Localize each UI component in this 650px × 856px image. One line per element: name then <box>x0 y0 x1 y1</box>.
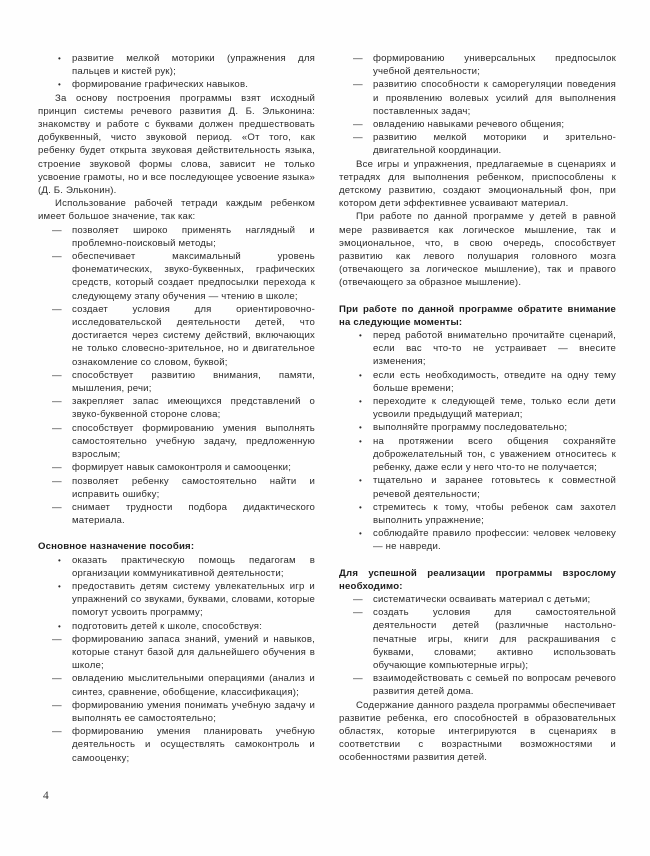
list-item <box>339 78 616 118</box>
list-item <box>339 421 616 434</box>
school-readiness-list <box>38 633 315 765</box>
list-item <box>38 725 315 765</box>
list-item-text: закрепляет запас имеющихся представлений о звуко-буквенной стороне слова; <box>72 396 315 421</box>
school-readiness-list-continued <box>339 52 616 158</box>
list-item <box>38 250 315 303</box>
list-item-text: создать условия для самостоятельной деятельности детей (различные настольно-печатные игры, книги для раскрашивания с буквами, словами; активно использовать обучающие компьютерные игры); <box>373 607 616 671</box>
workbook-benefits-list <box>38 224 315 528</box>
heading-main-purpose: Основное назначение пособия: <box>38 541 195 553</box>
list-item-text: если есть необходимость, отведите на одну тему больше времени; <box>373 369 616 394</box>
bullet-icon: • <box>359 397 362 407</box>
bullet-icon: • <box>58 555 61 565</box>
dash-icon: — <box>52 699 62 711</box>
list-item-text: выполняйте программу последовательно; <box>373 422 568 434</box>
right-column <box>339 52 616 765</box>
bullet-icon: • <box>359 436 362 446</box>
dash-icon: — <box>52 396 62 408</box>
list-item-text: взаимодействовать с семьей по вопросам речевого развития детей дома. <box>373 673 616 698</box>
list-item <box>38 303 315 369</box>
list-item-text: тщательно и заранее готовьтесь к совместной речевой деятельности; <box>373 475 616 500</box>
list-item <box>339 593 616 606</box>
left-column <box>38 52 315 765</box>
paragraph-elkonin-principle: За основу построения программы взят исходный принцип системы речевого развития Д. Б. Эльконина: знакомству и работе с буквами должен предшествовать добуквенный, чисто звуковой период. «От того, как ребенку будет открыта звуковая действительность языка, строение звуковой формы слова, зависит не только усвоение грамоты, но и все последующее усвоение языка» (Д. Б. Эльконин). <box>38 92 315 197</box>
list-item <box>38 672 315 698</box>
dash-icon: — <box>353 607 363 619</box>
list-item-text: овладению навыками речевого общения; <box>373 119 565 131</box>
dash-icon: — <box>52 475 62 487</box>
list-item-text: развитию мелкой моторики и зрительно-двигательной координации. <box>373 132 616 157</box>
list-item <box>339 131 616 157</box>
list-item-text: обеспечивает максимальный уровень фонематических, звуко-буквенных, графических средств, который создает предпосылки перехода к следующему этапу обучения — чтению в школе; <box>72 251 315 302</box>
list-item-text: позволяет широко применять наглядный и проблемно-поисковый методы; <box>72 224 315 249</box>
list-item-text: формированию умения планировать учебную деятельность и осуществлять самоконтроль и самооценку; <box>72 726 315 764</box>
list-item-text: развитию способности к саморегуляции поведения и проявлению волевых усилий для выполнения поставленных задач; <box>373 79 616 117</box>
attention-bullet-list <box>339 329 616 553</box>
list-item <box>339 474 616 500</box>
dash-icon: — <box>353 119 363 131</box>
bullet-icon: • <box>58 54 61 63</box>
dash-icon: — <box>52 224 62 236</box>
list-item <box>38 52 315 78</box>
list-item-text: на протяжении всего общения сохраняйте доброжелательный тон, с уважением относитесь к ребенку, даже если у него что-то не получается; <box>373 435 616 474</box>
list-item-text: формирование графических навыков. <box>72 79 249 91</box>
list-item-text: развитие мелкой моторики (упражнения для пальцев и кистей рук); <box>72 53 315 78</box>
list-item-text: предоставить детям систему увлекательных игр и упражнений со звуками, буквами, словами, которые помогут усвоить программу; <box>72 580 315 619</box>
intro-bullet-list <box>38 52 315 92</box>
list-item <box>38 369 315 395</box>
dash-icon: — <box>353 673 363 685</box>
list-item <box>38 580 315 620</box>
list-item-text: овладению мыслительными операциями (анализ и синтез, сравнение, обобщение, классификация); <box>72 673 315 698</box>
vertical-spacer <box>339 290 616 303</box>
dash-icon: — <box>353 53 363 64</box>
list-item <box>339 672 616 698</box>
paragraph-games-adapted: Все игры и упражнения, предлагаемые в сценариях и тетрадях для выполнения ребенком, приспособлены к детскому развитию, создают эмоциональный фон, при котором дети эффективнее усваивают материал. <box>339 158 616 210</box>
list-item <box>38 224 315 250</box>
paragraph-brain-hemispheres: При работе по данной программе у детей в равной мере развивается как логическое мышление, так и эмоциональное, что, в свою очередь, способствует развитию как левого полушария головного мозга (отвечающего за логическое мышление), так и правого (отвечающего за образное мышление). <box>339 211 616 289</box>
list-item <box>38 699 315 725</box>
list-item-text: способствует формированию умения выполнять самостоятельно учебную задачу, предложенную взрослым; <box>72 422 315 461</box>
list-item-text: способствует развитию внимания, памяти, мышления, речи; <box>72 369 315 395</box>
dash-icon: — <box>52 726 62 738</box>
dash-icon: — <box>52 303 62 315</box>
bullet-icon: • <box>58 621 61 631</box>
list-item-text: формированию запаса знаний, умений и навыков, которые станут базой для дальнейшего обучения в школе; <box>72 633 315 672</box>
list-item <box>339 501 616 527</box>
adult-requirements-list <box>339 593 616 699</box>
purpose-bullet-list <box>38 554 315 633</box>
list-item <box>38 475 315 501</box>
list-item <box>38 554 315 580</box>
paragraph-workbook-intro: Использование рабочей тетради каждым ребенком имеет большое значение, так как: <box>38 198 315 223</box>
dash-icon: — <box>52 369 62 381</box>
list-item-text: оказать практическую помощь педагогам в организации коммуникативной деятельности; <box>72 554 315 579</box>
dash-icon: — <box>52 422 62 434</box>
dash-icon: — <box>52 462 62 474</box>
list-item <box>339 369 616 395</box>
dash-icon: — <box>52 501 62 513</box>
two-column-body <box>38 52 616 765</box>
list-item-text: формированию умения понимать учебную задачу и выполнять ее самостоятельно; <box>72 699 315 724</box>
list-item-text: стремитесь к тому, чтобы ребенок сам захотел выполнить упражнение; <box>373 501 616 526</box>
list-item <box>38 78 315 91</box>
bullet-icon: • <box>58 581 61 591</box>
list-item-text: перед работой внимательно прочитайте сценарий, если вас что-то не устраивает — внесите изменения; <box>373 330 616 368</box>
vertical-spacer <box>38 527 315 540</box>
heading-adult-requirements: Для успешной реализации программы взрослому необходимо: <box>339 567 616 592</box>
dash-icon: — <box>52 673 62 685</box>
list-item <box>339 606 616 672</box>
list-item <box>339 527 616 553</box>
dash-icon: — <box>353 79 363 91</box>
list-item <box>38 395 315 421</box>
list-item <box>339 435 616 475</box>
list-item-text: создает условия для ориентировочно-исследовательской деятельности детей, что достигается через систему действий, включающих не только словесно-зрительное, но и двигательное ознакомление со словом, буквой; <box>72 303 315 368</box>
list-item <box>38 461 315 474</box>
list-item <box>38 633 315 673</box>
page-number: 4 <box>43 790 49 802</box>
list-item <box>339 329 616 369</box>
list-item <box>38 422 315 462</box>
list-item-text: переходите к следующей теме, только если дети усвоили предыдущий материал; <box>373 396 616 421</box>
dash-icon: — <box>52 251 62 263</box>
bullet-icon: • <box>58 80 61 90</box>
list-item-text: подготовить детей к школе, способствуя: <box>72 620 263 632</box>
list-item <box>38 501 315 527</box>
dash-icon: — <box>353 593 363 605</box>
list-item-text: позволяет ребенку самостоятельно найти и исправить ошибку; <box>72 475 315 500</box>
bullet-icon: • <box>359 331 362 341</box>
list-item-text: систематически осваивать материал с детьми; <box>373 593 591 605</box>
list-item <box>339 52 616 78</box>
list-item-text: формированию универсальных предпосылок учебной деятельности; <box>373 53 616 78</box>
list-item-text: снимает трудности подбора дидактического материала. <box>72 501 315 527</box>
bullet-icon: • <box>359 423 362 433</box>
bullet-icon: • <box>359 529 362 539</box>
list-item-text: соблюдайте правило профессии: человек человеку — не навреди. <box>373 528 616 553</box>
bullet-icon: • <box>359 476 362 486</box>
list-item <box>339 118 616 131</box>
vertical-spacer <box>339 554 616 567</box>
bullet-icon: • <box>359 502 362 512</box>
list-item <box>38 620 315 633</box>
bullet-icon: • <box>359 370 362 380</box>
dash-icon: — <box>52 633 62 645</box>
paragraph-section-content: Содержание данного раздела программы обеспечивает развитие ребенка, его способностей в образовательных областях, которые интегрируются в сценариях в соответствии с возрастными возможностями и особенностями развития детей. <box>339 699 616 764</box>
list-item <box>339 395 616 421</box>
dash-icon: — <box>353 132 363 144</box>
list-item-text: формирует навык самоконтроля и самооценки; <box>72 462 292 474</box>
heading-attention-points: При работе по данной программе обратите внимание на следующие моменты: <box>339 303 616 328</box>
